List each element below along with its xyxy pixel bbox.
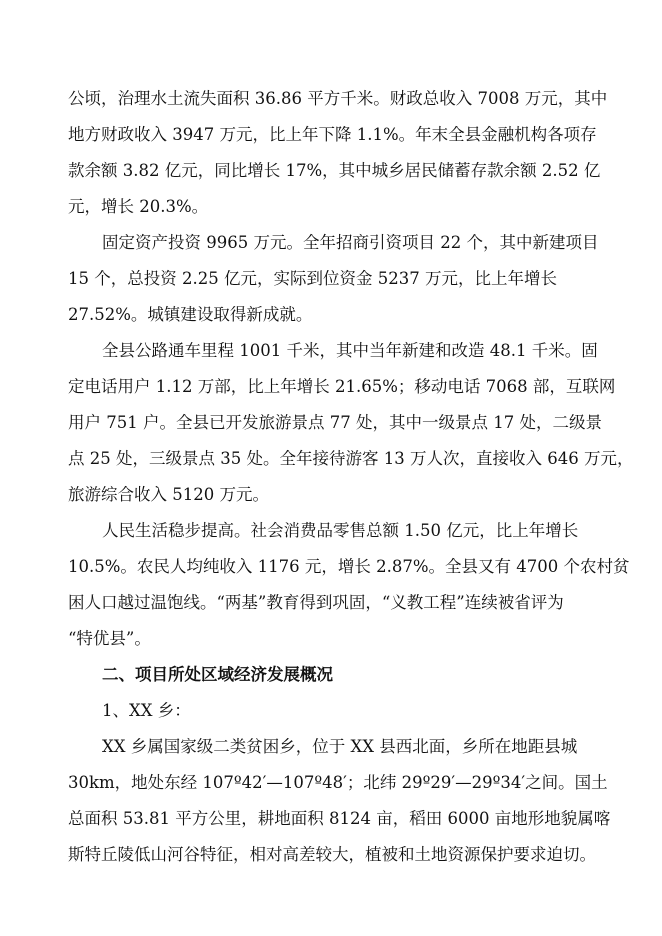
body-line-3: 款余额 3.82 亿元，同比增长 17%，其中城乡居民储蓄存款余额 2.52 亿 <box>68 161 601 180</box>
body-line-16: “特优县”。 <box>68 629 151 648</box>
body-line-11: 点 25 处，三级景点 35 处。全年接待游客 13 万人次，直接收入 646 万元， <box>68 449 634 468</box>
body-line-13: 人民生活稳步提高。社会消费品零售总额 1.50 亿元，比上年增长 <box>102 521 579 540</box>
section-heading: 二、项目所处区域经济发展概况 <box>102 665 333 684</box>
body-line-12: 旅游综合收入 5120 万元。 <box>68 485 269 504</box>
body-line-14: 10.5%。农民人均纯收入 1176 元，增长 2.87%。全县又有 4700 个农村贫 <box>68 557 630 576</box>
subsection-heading: 1、XX 乡： <box>102 701 191 720</box>
body-line-6: 15 个，总投资 2.25 亿元，实际到位资金 5237 万元，比上年增长 <box>68 269 557 288</box>
body-line-21: 总面积 53.81 平方公里，耕地面积 8124 亩，稻田 6000 亩地形地貌属喀 <box>68 809 611 828</box>
body-line-7: 27.52%。城镇建设取得新成就。 <box>68 305 313 324</box>
body-line-9: 定电话用户 1.12 万部，比上年增长 21.65%；移动电话 7068 部，互联网 <box>68 377 616 396</box>
body-line-4: 元，增长 20.3%。 <box>68 197 209 216</box>
body-line-22: 斯特丘陵低山河谷特征，相对高差较大，植被和土地资源保护要求迫切。 <box>68 845 596 864</box>
body-line-19: XX 乡属国家级二类贫困乡，位于 XX 县西北面，乡所在地距县城 <box>102 737 578 756</box>
body-line-15: 困人口越过温饱线。“两基”教育得到巩固，“义教工程”连续被省评为 <box>68 593 564 612</box>
body-line-8: 全县公路通车里程 1001 千米，其中当年新建和改造 48.1 千米。固 <box>102 341 598 360</box>
body-line-5: 固定资产投资 9965 万元。全年招商引资项目 22 个，其中新建项目 <box>102 233 599 252</box>
body-line-20: 30km，地处东经 107º42′—107º48′；北纬 29º29′—29º34′之间。国土 <box>68 773 608 792</box>
body-line-2: 地方财政收入 3947 万元，比上年下降 1.1%。年末全县金融机构各项存 <box>68 125 597 144</box>
body-line-10: 用户 751 户。全县已开发旅游景点 77 处，其中一级景点 17 处，二级景 <box>68 413 602 432</box>
body-line-1: 公顷，治理水土流失面积 36.86 平方千米。财政总收入 7008 万元，其中 <box>68 89 608 108</box>
